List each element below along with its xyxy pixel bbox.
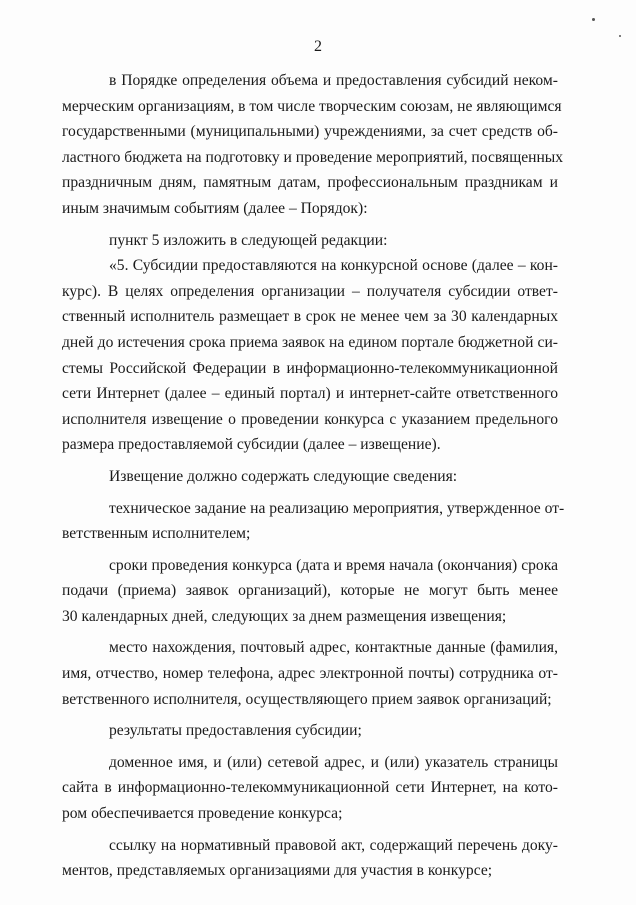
text-line: ственный исполнитель размещает в срок не менее чем за 30 календарных bbox=[62, 308, 558, 326]
paragraph bbox=[62, 553, 558, 630]
text-line: доменное имя, и (или) сетевой адрес, и (или) указатель страницы bbox=[109, 753, 558, 771]
text-line: государственными (муниципальными) учреждениями, за счет средств об- bbox=[62, 123, 558, 141]
text-line: стемы Российской Федерации в информационно-телекоммуникационной bbox=[62, 359, 558, 377]
text-line: дней до истечения срока приема заявок на едином портале бюджетной си- bbox=[62, 333, 558, 351]
text-line: размера предоставляемой субсидии (далее – извещение). bbox=[62, 436, 441, 454]
scan-speck bbox=[619, 35, 621, 37]
text-line: мерческим организациям, в том числе творческим союзам, не являющимся bbox=[62, 97, 562, 115]
paragraph bbox=[62, 635, 558, 712]
text-line: сайта в информационно-телекоммуникационной сети Интернет, на кото- bbox=[62, 779, 558, 797]
scan-speck bbox=[592, 18, 595, 21]
text-line: подачи (приема) заявок организаций), которые не могут быть менее bbox=[62, 582, 558, 600]
text-line: ветственным исполнителем; bbox=[62, 525, 251, 543]
text-line: имя, отчество, номер телефона, адрес электронной почты) сотрудника от- bbox=[62, 665, 558, 683]
text-line: сети Интернет (далее – единый портал) и интернет-сайте ответственного bbox=[62, 385, 558, 403]
text-line: ментов, представляемых организациями для участия в конкурсе; bbox=[62, 862, 493, 880]
text-line: в Порядке определения объема и предоставления субсидий неком- bbox=[109, 72, 558, 89]
text-line: место нахождения, почтовый адрес, контактные данные (фамилия, bbox=[109, 639, 558, 657]
text-line: пункт 5 изложить в следующей редакции: bbox=[109, 231, 388, 249]
text-line: результаты предоставления субсидии; bbox=[109, 722, 362, 740]
text-line: праздничным дням, памятным датам, профессиональным праздникам и bbox=[62, 174, 558, 192]
text-line: курс). В целях определения организации – получателя субсидии ответ- bbox=[62, 282, 558, 300]
paragraph bbox=[62, 253, 558, 458]
paragraph bbox=[62, 68, 564, 222]
text-line: «5. Субсидии предоставляются на конкурсной основе (далее – кон- bbox=[109, 257, 558, 275]
paragraph bbox=[62, 228, 558, 254]
text-line: сроки проведения конкурса (дата и время начала (окончания) срока bbox=[109, 556, 558, 574]
text-line: исполнителя извещение о проведении конкурса с указанием предельного bbox=[62, 410, 558, 428]
text-line: ветственного исполнителя, осуществляющего прием заявок организаций; bbox=[62, 690, 552, 708]
paragraph bbox=[62, 718, 558, 744]
text-line: Извещение должно содержать следующие сведения: bbox=[109, 467, 458, 485]
paragraph bbox=[62, 464, 558, 490]
text-line: техническое задание на реализацию мероприятия, утвержденное от- bbox=[109, 499, 565, 517]
text-line: ластного бюджета на подготовку и проведение мероприятий, посвященных bbox=[62, 148, 564, 166]
text-line: иным значимым событиям (далее – Порядок): bbox=[62, 199, 368, 217]
page-number: 2 bbox=[314, 38, 322, 55]
paragraph bbox=[62, 833, 558, 884]
text-line: ссылку на нормативный правовой акт, содержащий перечень доку- bbox=[109, 836, 558, 854]
document-body bbox=[62, 68, 565, 884]
text-line: 30 календарных дней, следующих за днем размещения извещения; bbox=[62, 607, 507, 625]
paragraph bbox=[62, 750, 558, 827]
text-line: ром обеспечивается проведение конкурса; bbox=[62, 805, 343, 823]
paragraph bbox=[62, 496, 565, 547]
